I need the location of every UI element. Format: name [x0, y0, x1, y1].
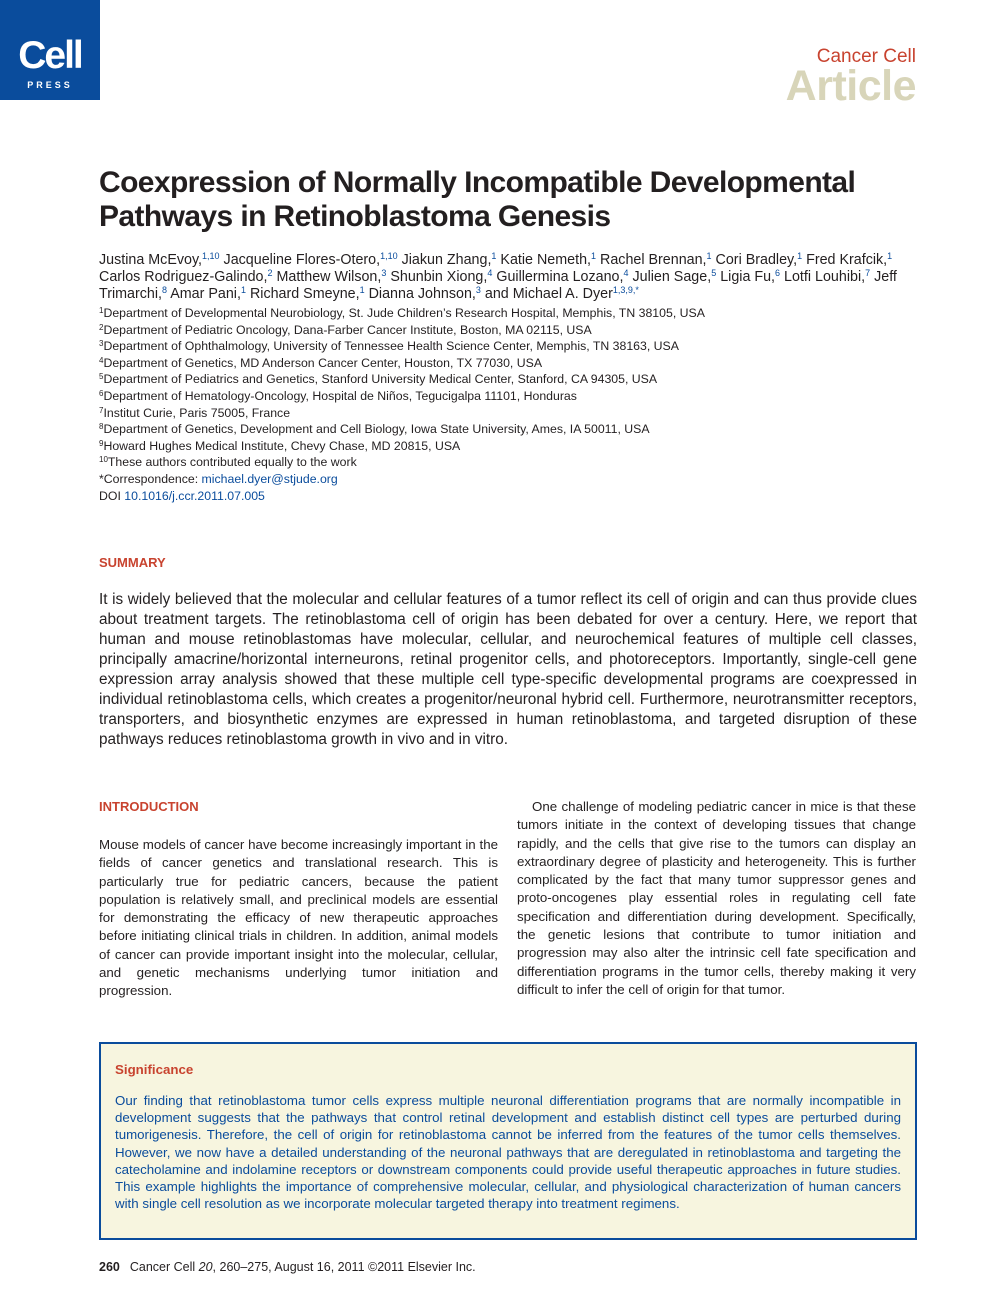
- author: [496, 269, 628, 285]
- affiliation-number: 1: [99, 306, 104, 315]
- introduction-heading: INTRODUCTION: [99, 799, 199, 814]
- author: [600, 252, 712, 268]
- author-affiliation-mark: 3: [475, 285, 481, 295]
- summary-heading: SUMMARY: [99, 555, 166, 570]
- author-name: Katie Nemeth,: [500, 252, 592, 268]
- page-footer: [99, 1260, 476, 1274]
- author-affiliation-mark: 7: [865, 268, 871, 278]
- affiliation-number: 7: [99, 405, 104, 415]
- affiliation-text: Institut Curie, Paris 75005, France: [103, 405, 291, 420]
- author: [402, 252, 497, 268]
- author-affiliation-mark: 8: [162, 285, 168, 295]
- author: [276, 269, 386, 285]
- cell-press-logo: [0, 0, 100, 100]
- significance-text: Our finding that retinoblastoma tumor cells express multiple neuronal differentiation programs that are normally incompatible in development suggests that the pathways that control retinal development and establish distinct cell types are perturbed during tumorigenesis. Therefore, the cell of origin for retinoblastoma cannot be inferred from the features of the tumor cells themselves. However, we now have a detailed understanding of the neuronal pathways that are deregulated in retinoblastoma and targeting the catecholamine and indolamine receptors or downstream components could provide useful therapeutic approaches in future studies. This example highlights the importance of comprehensive molecular, cellular, and physiological characterization of human cancers with single cell resolution as we incorporate molecular targeted therapy into treatment regimens.: [115, 1093, 901, 1212]
- author-name: Jiakun Zhang,: [401, 252, 492, 268]
- correspondence-email-link[interactable]: michael.dyer@stjude.org: [201, 471, 338, 486]
- author-name: Justina McEvoy,: [99, 252, 203, 268]
- author-list: [99, 252, 919, 303]
- author: [716, 252, 803, 268]
- author-affiliation-mark: 4: [487, 268, 493, 278]
- author: [369, 286, 481, 302]
- author-name: and Michael A. Dyer: [484, 286, 613, 302]
- affiliation-list: [99, 305, 919, 471]
- article-title: Coexpression of Normally Incompatible Developmental Pathways in Retinoblastoma Genesis: [99, 166, 856, 233]
- affiliations: [99, 305, 919, 504]
- author-name: Julien Sage,: [632, 269, 712, 285]
- author-name: Fred Krafcik,: [806, 252, 888, 268]
- significance-heading: Significance: [115, 1062, 194, 1077]
- affiliation-item: [99, 355, 919, 372]
- author-name: Cori Bradley,: [715, 252, 798, 268]
- author-affiliation-mark: 3: [381, 268, 387, 278]
- doi-link[interactable]: 10.1016/j.ccr.2011.07.005: [124, 488, 265, 503]
- affiliation-item: [99, 421, 919, 438]
- affiliation-number: 8: [99, 422, 104, 432]
- author: [500, 252, 596, 268]
- affiliation-text: Department of Developmental Neurobiology, St. Jude Children’s Research Hospital, Memphis, TN 38105, USA: [103, 306, 705, 320]
- author-name: Shunbin Xiong,: [390, 269, 488, 285]
- affiliation-text: Department of Pediatric Oncology, Dana-Farber Cancer Institute, Boston, MA 02115, USA: [103, 322, 592, 337]
- author: [784, 269, 870, 285]
- author-affiliation-mark: 1: [240, 285, 246, 295]
- author: [170, 286, 246, 302]
- author: [99, 252, 220, 268]
- correspondence: [99, 471, 919, 488]
- author-name: Matthew Wilson,: [276, 269, 382, 285]
- author: [806, 252, 892, 268]
- author-affiliation-mark: 2: [267, 268, 273, 278]
- author: [390, 269, 492, 285]
- doi: [99, 488, 919, 505]
- affiliation-number: 3: [99, 339, 104, 349]
- author-affiliation-mark: 1: [797, 251, 803, 261]
- significance-box: [99, 1042, 917, 1240]
- author-name: Richard Smeyne,: [249, 286, 360, 302]
- author-affiliation-mark: 1: [491, 251, 497, 261]
- author-name: Amar Pani,: [170, 286, 241, 302]
- author-name: Ligia Fu,: [720, 269, 776, 285]
- author-name: Lotfi Louhibi,: [784, 269, 866, 285]
- page-number: 260: [99, 1260, 120, 1274]
- author: [485, 286, 639, 302]
- affiliation-item: [99, 371, 919, 388]
- affiliation-item: [99, 405, 919, 422]
- author-name: Guillermina Lozano,: [496, 269, 624, 285]
- author-affiliation-mark: 1: [359, 285, 365, 295]
- journal-name: Cancer Cell: [816, 46, 916, 67]
- affiliation-number: 9: [99, 438, 104, 448]
- affiliation-item: [99, 305, 919, 322]
- author-affiliation-mark: 1: [591, 251, 597, 261]
- author-affiliation-mark: 1,3,9,*: [612, 285, 639, 295]
- affiliation-item: [99, 322, 919, 339]
- author-name: Carlos Rodriguez-Galindo,: [99, 269, 268, 285]
- author-affiliation-mark: 1,10: [380, 251, 398, 261]
- introduction-column-1: Mouse models of cancer have become increasingly important in the fields of cancer genetics and translational research. This is particularly true for pediatric cancers, because the patient population is relatively small, and preclinical models are essential for demonstrating the efficacy of new therapeutic approaches before initiating clinical trials in children. In addition, animal models of cancer can provide important insight into the molecular, cellular, and genetic mechanisms underlying tumor initiation and progression.: [99, 837, 498, 999]
- author: [720, 269, 780, 285]
- doi-label: DOI: [99, 488, 125, 503]
- author-affiliation-mark: 1,10: [202, 251, 220, 261]
- author-name: Jacqueline Flores-Otero,: [223, 252, 381, 268]
- affiliation-text: Department of Hematology-Oncology, Hospital de Niños, Tegucigalpa 11101, Honduras: [103, 388, 577, 403]
- author-affiliation-mark: 1: [706, 251, 712, 261]
- affiliation-number: 2: [99, 322, 104, 332]
- affiliation-item: [99, 388, 919, 405]
- introduction-column-2: One challenge of modeling pediatric cancer in mice is that these tumors initiate in the context of developing tissues that change rapidly, and the cells that give rise to the tumors can display an extraordinary degree of plasticity and heterogeneity. This is further complicated by the fact that many tumor suppressor genes and proto-oncogenes play essential roles in regulating cell fate specification and differentiation during development. Specifically, the genetic lesions that contribute to tumor initiation and progression may also alter the intrinsic cell fate specification and differentiation programs in the tumor cells, thereby making it very difficult to infer the cell of origin for that tumor.: [517, 799, 916, 997]
- affiliation-text: Department of Genetics, MD Anderson Cancer Center, Houston, TX 77030, USA: [103, 355, 543, 370]
- logo-cell-text: Cell: [18, 34, 82, 77]
- affiliation-number: 10: [99, 455, 108, 465]
- author-name: Jeff Trimarchi,: [99, 269, 897, 302]
- affiliation-item: [99, 338, 919, 355]
- affiliation-text: Department of Genetics, Development and Cell Biology, Iowa State University, Ames, IA 50011, USA: [103, 422, 650, 437]
- footer-citation: , 260–275, August 16, 2011 ©2011 Elsevier Inc.: [212, 1260, 476, 1274]
- author-affiliation-mark: 4: [623, 268, 629, 278]
- author-name: Dianna Johnson,: [368, 286, 476, 302]
- affiliation-text: Department of Pediatrics and Genetics, Stanford University Medical Center, Stanford, CA 94305, USA: [103, 372, 658, 387]
- footer-journal: Cancer Cell: [129, 1260, 199, 1274]
- footer-volume: 20: [198, 1260, 213, 1274]
- affiliation-text: These authors contributed equally to the work: [107, 455, 357, 470]
- author: [224, 252, 398, 268]
- affiliation-number: 6: [99, 388, 104, 398]
- affiliation-number: 5: [99, 372, 104, 382]
- summary-text: It is widely believed that the molecular and cellular features of a tumor reflect its cell of origin and can thus provide clues about treatment targets. The retinoblastoma cell of origin has been debated for over a century. Here, we report that human and mouse retinoblastomas have molecular, cellular, and neurochemical features of multiple cell classes, principally amacrine/horizontal interneurons, retinal progenitor cells, and photoreceptors. Importantly, single-cell gene expression array analysis showed that these multiple cell type-specific developmental programs are coexpressed in individual retinoblastoma cells, which creates a progenitor/neuronal hybrid cell. Furthermore, neurotransmitter receptors, transporters, and biosynthetic enzymes are expressed in human retinoblastoma, and targeted disruption of these pathways reduces retinoblastoma growth in vivo and in vitro.: [99, 591, 917, 748]
- affiliation-text: Department of Ophthalmology, University of Tennessee Health Science Center, Memphis, TN 38163, USA: [103, 339, 679, 354]
- affiliation-item: [99, 438, 919, 455]
- correspondence-label: *Correspondence:: [99, 471, 202, 486]
- author-affiliation-mark: 1: [887, 251, 893, 261]
- author-name: Rachel Brennan,: [600, 252, 707, 268]
- affiliation-number: 4: [99, 355, 104, 365]
- author: [99, 269, 272, 285]
- author-affiliation-mark: 6: [775, 268, 781, 278]
- author: [250, 286, 365, 302]
- author-affiliation-mark: 5: [711, 268, 717, 278]
- author: [632, 269, 716, 285]
- logo-press-text: PRESS: [27, 80, 73, 90]
- affiliation-text: Howard Hughes Medical Institute, Chevy Chase, MD 20815, USA: [103, 438, 461, 453]
- affiliation-item: [99, 454, 919, 471]
- article-type: Article: [785, 62, 916, 110]
